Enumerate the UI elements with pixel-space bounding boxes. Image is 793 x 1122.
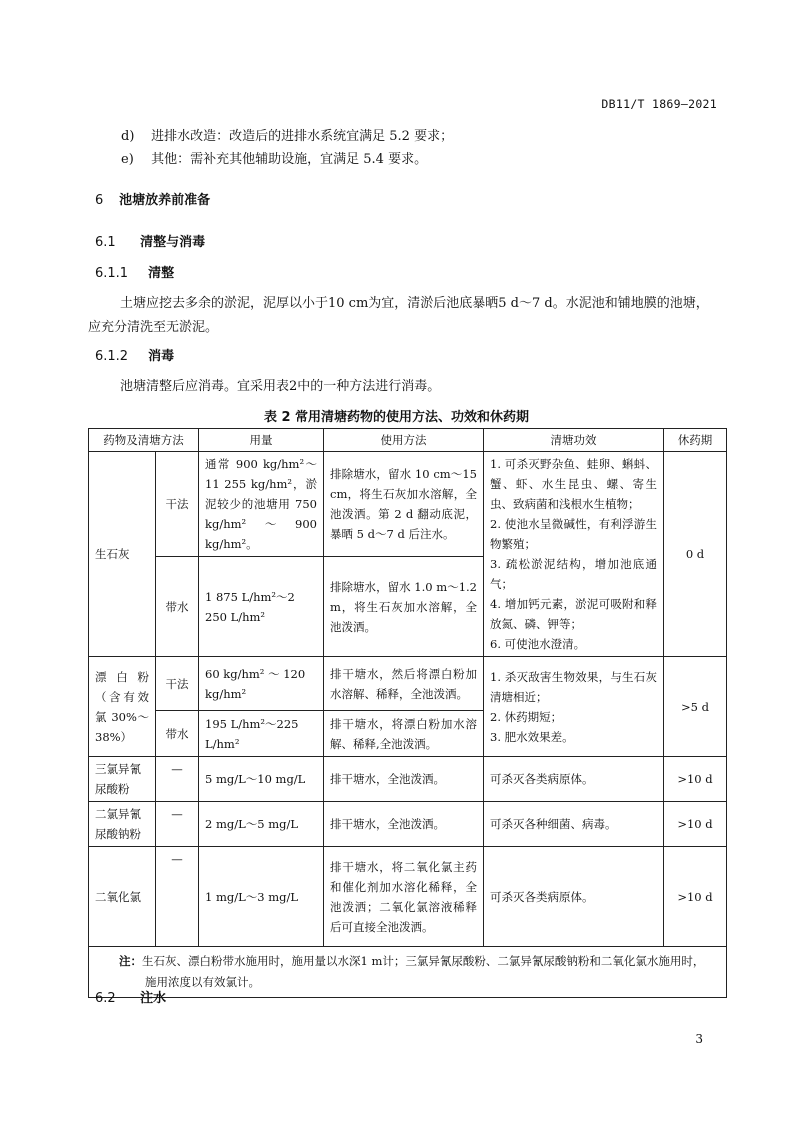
table-row bbox=[89, 757, 727, 802]
method-cell: 带水 bbox=[156, 557, 199, 657]
section-number: 6.1 bbox=[95, 235, 116, 250]
method-cell: — bbox=[156, 802, 199, 847]
header-cell: 休药期 bbox=[664, 429, 727, 452]
table-header-row bbox=[89, 429, 727, 452]
document-code: DB11/T 1869—2021 bbox=[601, 97, 717, 111]
section-number: 6.2 bbox=[95, 991, 116, 1006]
section-number: 6.1.2 bbox=[95, 349, 129, 364]
header-cell: 使用方法 bbox=[324, 429, 484, 452]
usage-cell: 排除塘水，留水 1.0 m～1.2 m，将生石灰加水溶解，全池泼洒。 bbox=[324, 557, 484, 657]
effect-cell: 可杀灭各种细菌、病毒。 bbox=[484, 802, 664, 847]
table-row bbox=[89, 657, 727, 711]
note-line-2: 施用浓度以有效氯计。 bbox=[145, 975, 260, 989]
list-text: 其他：需补充其他辅助设施，宜满足 5.4 要求。 bbox=[151, 152, 428, 167]
table-row bbox=[89, 802, 727, 847]
table-row bbox=[89, 452, 727, 557]
section-number: 6 bbox=[95, 193, 104, 208]
note-line-1 bbox=[119, 951, 718, 972]
usage-cell: 排除塘水，留水 10 cm～15 cm，将生石灰加水溶解，全池泼洒。第 2 d 翻动底泥，暴晒 5 d～7 d 后注水。 bbox=[324, 452, 484, 557]
effect-line: 4. 增加钙元素，淤泥可吸附和释放氮、磷、钾等； bbox=[490, 597, 657, 631]
section-number: 6.1.1 bbox=[95, 266, 129, 281]
page-number: 3 bbox=[695, 1032, 703, 1046]
table-row bbox=[89, 847, 727, 947]
drug-name-cell: 漂白粉（含有效氯 30%～38%） bbox=[89, 657, 156, 757]
withdrawal-cell: 0 d bbox=[664, 452, 727, 657]
effect-cell: 可杀灭各类病原体。 bbox=[484, 847, 664, 947]
dosage-cell: 1 mg/L～3 mg/L bbox=[199, 847, 324, 947]
effect-line: 6. 可使池水澄清。 bbox=[490, 637, 586, 651]
header-cell: 清塘功效 bbox=[484, 429, 664, 452]
list-item-e bbox=[121, 152, 427, 168]
section-title: 消毒 bbox=[148, 349, 175, 364]
list-label: e) bbox=[121, 152, 134, 167]
section-title: 清整 bbox=[148, 266, 175, 281]
dosage-cell: 5 mg/L～10 mg/L bbox=[199, 757, 324, 802]
effect-line: 1. 可杀灭野杂鱼、蛙卵、蝌蚪、蟹、虾、水生昆虫、螺、寄生虫、致病菌和浅根水生植物； bbox=[490, 457, 657, 511]
section-6-1-2-body bbox=[88, 375, 718, 399]
withdrawal-cell: >10 d bbox=[664, 847, 727, 947]
table-note bbox=[89, 947, 727, 998]
paragraph-text: 土塘应挖去多余的淤泥，泥厚以小于10 cm为宜，清淤后池底暴晒5 d～7 d。水泥池和铺地膜的池塘，应充分清洗至无淤泥。 bbox=[88, 296, 709, 335]
drug-name-cell: 生石灰 bbox=[89, 452, 156, 657]
drug-name-cell: 三氯异氰尿酸粉 bbox=[89, 757, 156, 802]
list-label: d) bbox=[121, 129, 135, 144]
dosage-cell: 195 L/hm²～225 L/hm² bbox=[199, 711, 324, 757]
list-item-d bbox=[121, 129, 453, 145]
section-6-1-1-heading bbox=[95, 266, 174, 282]
section-title: 池塘放养前准备 bbox=[119, 193, 211, 208]
section-6-1-2-heading bbox=[95, 349, 174, 365]
effect-cell bbox=[484, 657, 664, 757]
effect-line: 1. 杀灭敌害生物效果，与生石灰清塘相近； bbox=[490, 669, 657, 704]
paragraph-text: 池塘清整后应消毒。宜采用表2中的一种方法进行消毒。 bbox=[120, 379, 441, 394]
dosage-cell: 2 mg/L～5 mg/L bbox=[199, 802, 324, 847]
section-6-1-heading bbox=[95, 235, 205, 251]
table-caption: 表 2 常用清塘药物的使用方法、功效和休药期 bbox=[263, 410, 530, 425]
usage-cell: 排干塘水，全池泼洒。 bbox=[324, 757, 484, 802]
effect-cell bbox=[484, 452, 664, 657]
method-cell: — bbox=[156, 757, 199, 802]
table-note-row bbox=[89, 947, 727, 998]
usage-cell: 排干塘水，将二氧化氯主药和催化剂加水溶化稀释，全池泼洒；二氧化氯溶液稀释后可直接全池泼洒。 bbox=[324, 847, 484, 947]
withdrawal-cell: >10 d bbox=[664, 802, 727, 847]
section-title: 清整与消毒 bbox=[140, 235, 206, 250]
method-cell: — bbox=[156, 847, 199, 947]
usage-cell: 排干塘水，然后将漂白粉加水溶解、稀释，全池泼洒。 bbox=[324, 657, 484, 711]
drug-name-cell: 二氯异氰尿酸钠粉 bbox=[89, 802, 156, 847]
section-6-heading bbox=[95, 193, 210, 209]
header-cell: 用量 bbox=[199, 429, 324, 452]
method-cell: 干法 bbox=[156, 452, 199, 557]
withdrawal-cell: >5 d bbox=[664, 657, 727, 757]
note-text: 生石灰、漂白粉带水施用时，施用量以水深1 m计；三氯异氰尿酸粉、二氯异氰尿酸钠粉和二氧化氯水施用时， bbox=[142, 954, 705, 968]
effect-line: 3. 疏松淤泥结构，增加池底通气； bbox=[490, 557, 657, 591]
header-cell: 药物及清塘方法 bbox=[89, 429, 199, 452]
dosage-cell: 1 875 L/hm²～2 250 L/hm² bbox=[199, 557, 324, 657]
effect-line: 2. 使池水呈微碱性，有利浮游生物繁殖； bbox=[490, 517, 657, 551]
method-cell: 带水 bbox=[156, 711, 199, 757]
disinfectant-table bbox=[88, 428, 727, 998]
effect-line: 2. 休药期短； bbox=[490, 709, 563, 724]
drug-name-cell: 二氧化氯 bbox=[89, 847, 156, 947]
dosage-cell: 通常 900 kg/hm²～11 255 kg/hm²，淤泥较少的池塘用 750 kg/hm²～900 kg/hm²。 bbox=[199, 452, 324, 557]
usage-cell: 排干塘水，全池泼洒。 bbox=[324, 802, 484, 847]
list-text: 进排水改造：改造后的进排水系统宜满足 5.2 要求； bbox=[151, 129, 454, 144]
dosage-cell: 60 kg/hm² ～ 120 kg/hm² bbox=[199, 657, 324, 711]
section-6-1-1-body bbox=[88, 292, 718, 340]
method-cell: 干法 bbox=[156, 657, 199, 711]
section-title: 注水 bbox=[140, 991, 167, 1006]
usage-cell: 排干塘水，将漂白粉加水溶解、稀释,全池泼洒。 bbox=[324, 711, 484, 757]
note-label: 注： bbox=[119, 954, 142, 968]
section-6-2-heading bbox=[95, 991, 166, 1007]
effect-cell: 可杀灭各类病原体。 bbox=[484, 757, 664, 802]
withdrawal-cell: >10 d bbox=[664, 757, 727, 802]
effect-line: 3. 肥水效果差。 bbox=[490, 729, 574, 744]
